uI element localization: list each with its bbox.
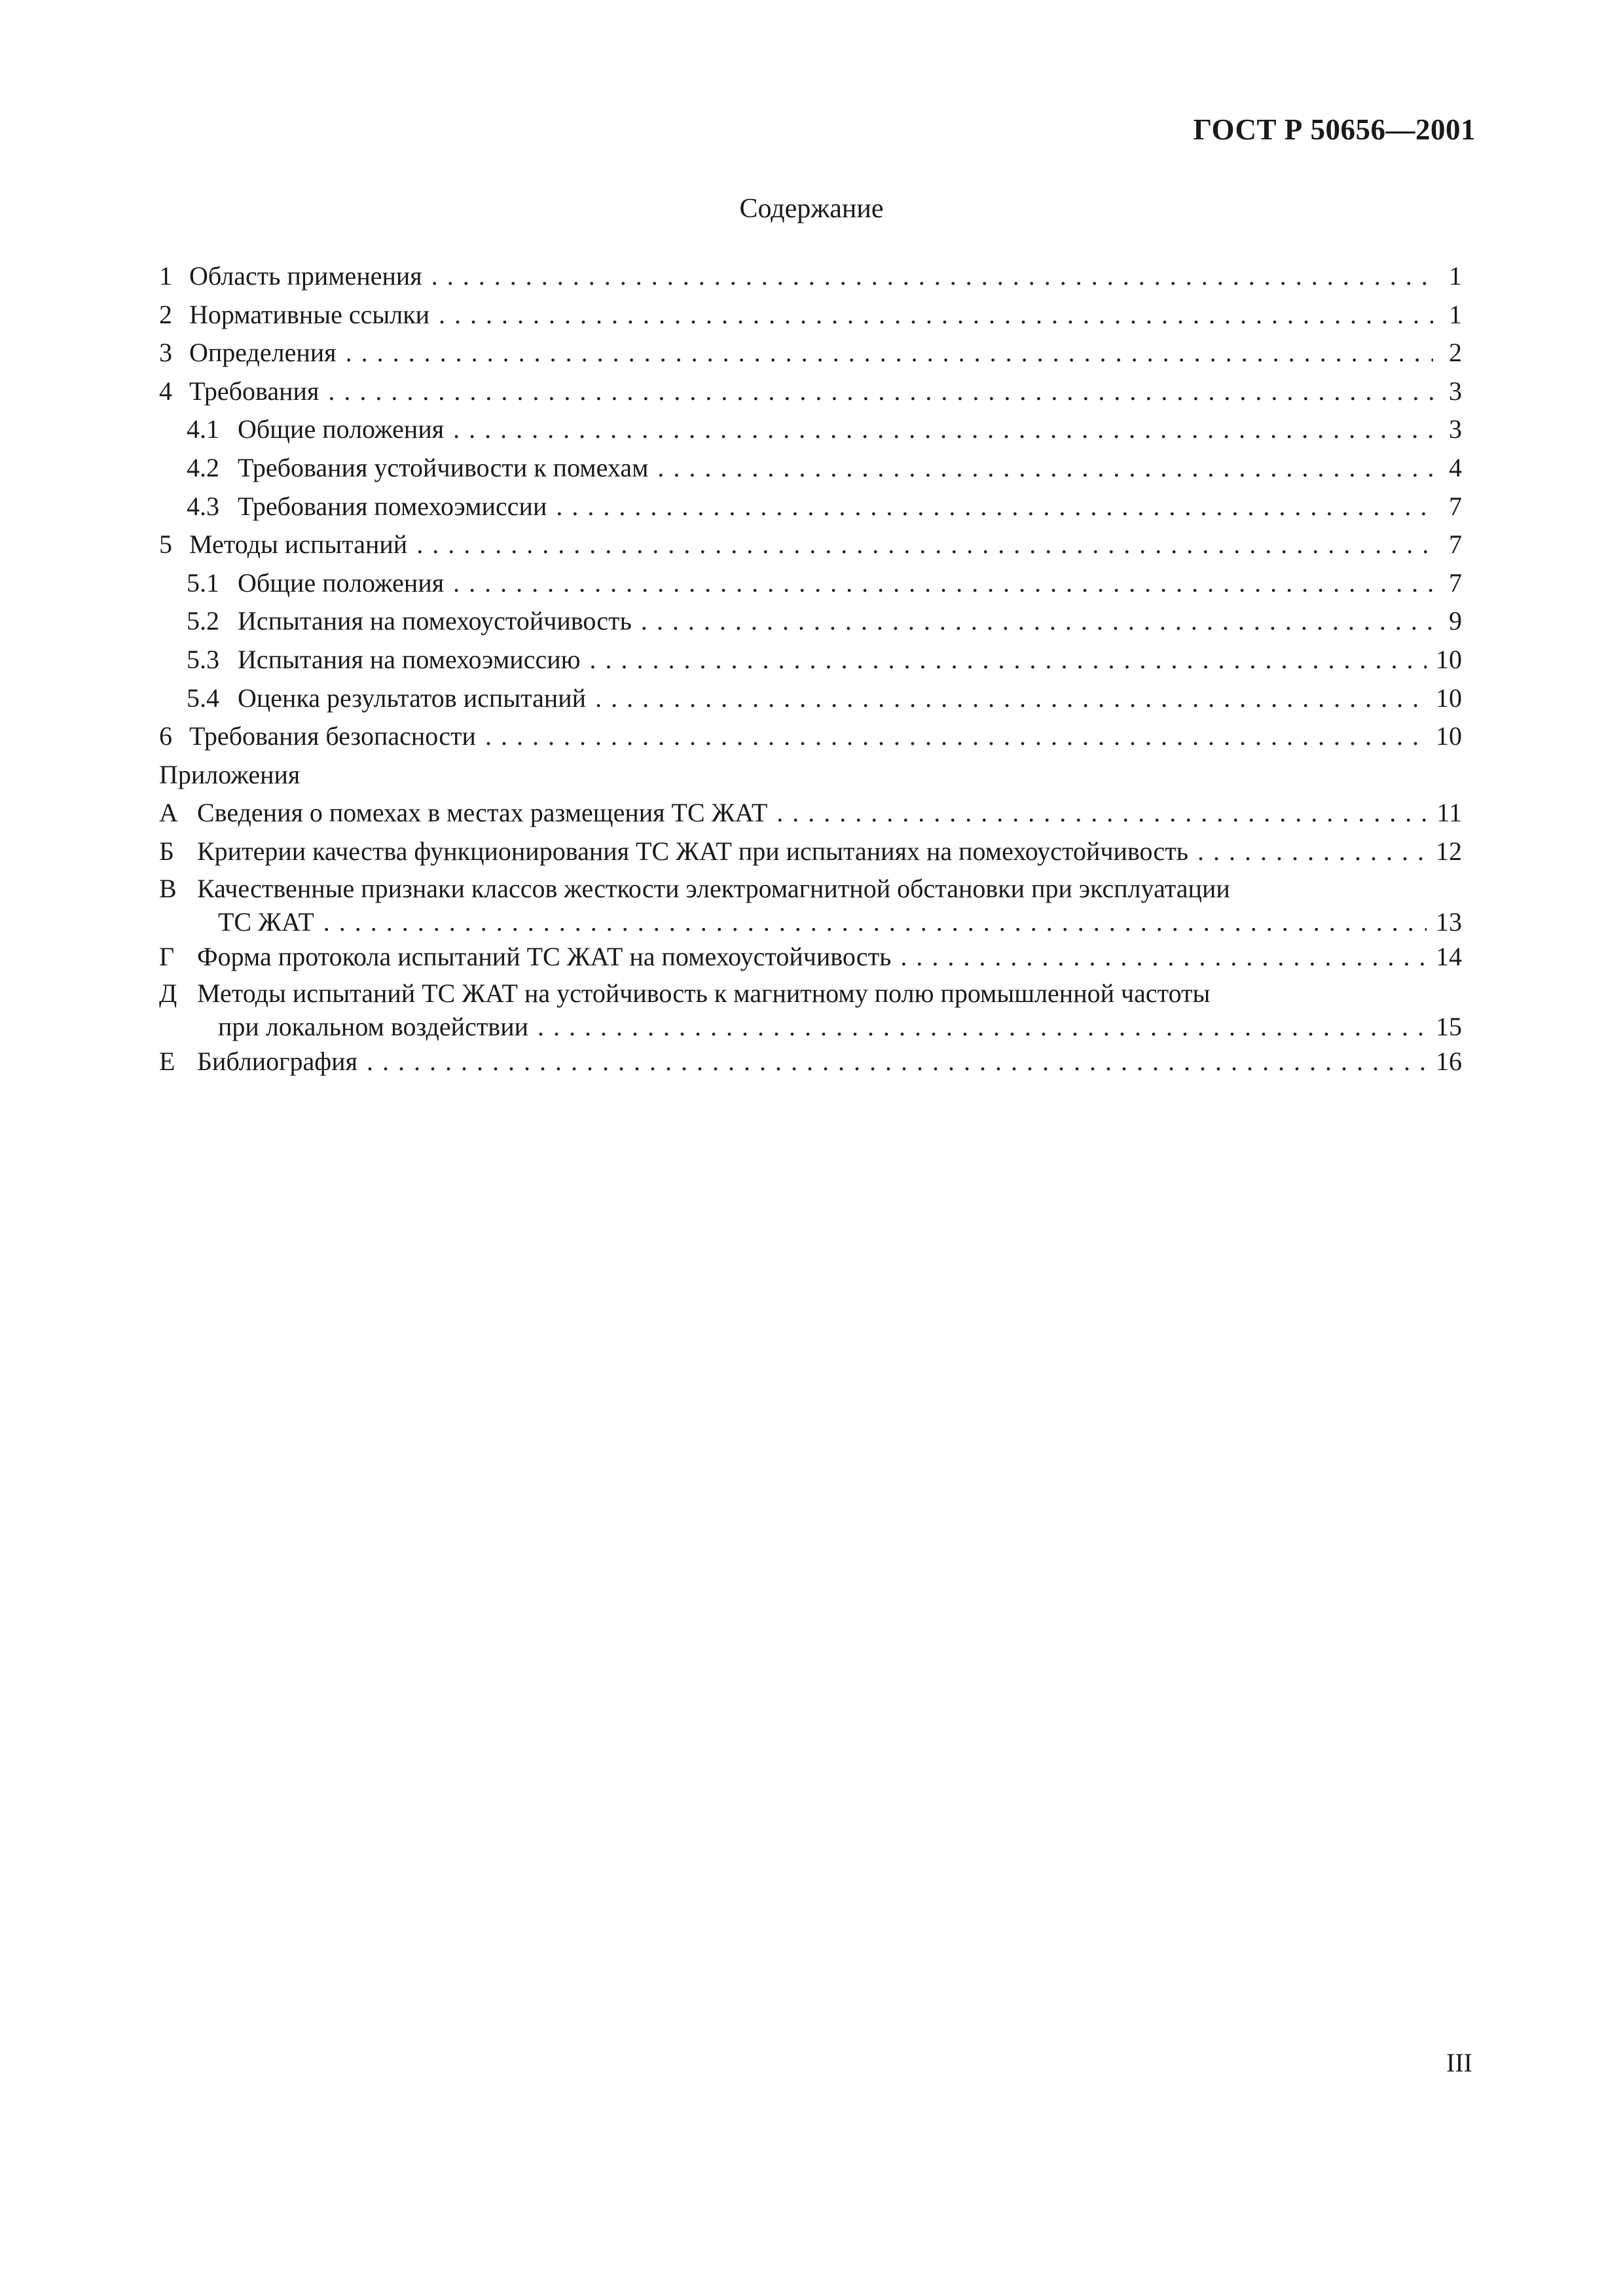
document-code: ГОСТ Р 50656—2001 [1193, 113, 1476, 146]
toc-entry-number: 5.1 [187, 567, 219, 598]
toc-entry-number: 2 [159, 299, 172, 329]
dot-leader [595, 679, 1427, 718]
dot-leader [328, 372, 1433, 411]
appendix-letter: Б [159, 836, 174, 866]
dot-leader [453, 410, 1433, 449]
toc-entry-label: Методы испытаний [189, 529, 408, 560]
page-number: III [1446, 2048, 1472, 2077]
appendix-label: Методы испытаний ТС ЖАТ на устойчивость к магнитному полю промышленной частоты [197, 978, 1211, 1009]
appendix-page: 16 [1436, 1047, 1462, 1077]
toc-entry-number: 4.3 [187, 491, 219, 521]
appendix-letter: А [159, 798, 178, 828]
toc-entry-page: 7 [1449, 529, 1462, 560]
toc-entry-number: 1 [159, 261, 172, 291]
appendix-page: 13 [1436, 906, 1462, 937]
toc-entry-label: Требования безопасности [189, 721, 476, 751]
toc-entry-page: 1 [1449, 261, 1462, 291]
toc-entry-number: 4.2 [187, 452, 219, 482]
toc-entry-label: Определения [189, 338, 337, 368]
toc-subentry[interactable] [159, 679, 1462, 718]
toc-title: Содержание [739, 194, 884, 224]
toc-entry[interactable] [159, 257, 1462, 296]
appendix-page: 11 [1436, 798, 1462, 828]
toc-entry-number: 5.3 [187, 644, 219, 674]
toc-subentry[interactable] [159, 410, 1462, 449]
appendix-page: 14 [1436, 941, 1462, 971]
appendix-letter: Г [159, 941, 175, 971]
appendix-entry[interactable] [159, 794, 1462, 833]
toc-entry-number: 4 [159, 376, 172, 406]
dot-leader [431, 257, 1433, 296]
appendix-label: Библиография [197, 1047, 357, 1077]
appendix-entry[interactable] [159, 833, 1462, 871]
appendices-heading-label: Приложения [159, 759, 301, 789]
toc-subentry[interactable] [159, 641, 1462, 679]
appendix-letter: Д [159, 978, 177, 1009]
toc-entry-page: 2 [1449, 338, 1462, 368]
toc-entry-number: 5.4 [187, 683, 219, 713]
appendix-label: Форма протокола испытаний ТС ЖАТ на помехоустойчивость [197, 941, 892, 971]
dot-leader [1197, 833, 1427, 871]
toc-entry[interactable] [159, 296, 1462, 334]
appendix-letter: Е [159, 1047, 175, 1077]
toc-subentry[interactable] [159, 602, 1462, 641]
toc-entry-number: 3 [159, 338, 172, 368]
toc-entry-page: 1 [1449, 299, 1462, 329]
toc-subentry[interactable] [159, 449, 1462, 488]
appendix-label-continuation: при локальном воздействии [218, 1012, 529, 1042]
toc-entry-page: 3 [1449, 414, 1462, 444]
appendix-label: Качественные признаки классов жесткости электромагнитной обстановки при эксплуатации [197, 873, 1230, 903]
toc-entry[interactable] [159, 372, 1462, 411]
appendix-letter: В [159, 873, 177, 903]
dot-leader [439, 296, 1433, 334]
toc-entry-page: 4 [1449, 452, 1462, 482]
dot-leader [657, 449, 1433, 488]
toc-subentry[interactable] [159, 564, 1462, 603]
appendix-entry[interactable] [159, 1043, 1462, 1081]
appendices-heading [159, 756, 1462, 795]
dot-leader [538, 1011, 1427, 1043]
table-of-contents [159, 257, 1462, 1081]
dot-leader [367, 1043, 1427, 1081]
dot-leader [485, 717, 1427, 756]
toc-entry-number: 6 [159, 721, 172, 751]
toc-entry-page: 10 [1436, 721, 1462, 751]
appendix-label: Критерии качества функционирования ТС ЖАТ при испытаниях на помехоустойчивость [197, 836, 1189, 866]
dot-leader [776, 794, 1427, 833]
toc-entry-page: 7 [1449, 491, 1462, 521]
appendix-entry[interactable] [159, 938, 1462, 977]
toc-entry[interactable] [159, 334, 1462, 372]
toc-entry-number: 5.2 [187, 606, 219, 636]
appendix-label-continuation: ТС ЖАТ [218, 906, 314, 937]
toc-entry-page: 10 [1436, 644, 1462, 674]
dot-leader [453, 564, 1433, 603]
dot-leader [590, 641, 1427, 679]
toc-entry-label: Испытания на помехоэмиссию [238, 644, 581, 674]
toc-entry-page: 7 [1449, 567, 1462, 598]
toc-entry-number: 4.1 [187, 414, 219, 444]
appendix-label: Сведения о помехах в местах размещения ТС ЖАТ [197, 798, 768, 828]
toc-entry[interactable] [159, 526, 1462, 564]
toc-entry-label: Требования устойчивости к помехам [238, 452, 649, 482]
dot-leader [323, 906, 1427, 938]
appendix-page: 15 [1436, 1012, 1462, 1042]
toc-entry-label: Испытания на помехоустойчивость [238, 606, 632, 636]
appendix-entry[interactable] [159, 871, 1462, 906]
toc-entry-number: 5 [159, 529, 172, 560]
toc-entry-label: Оценка результатов испытаний [238, 683, 587, 713]
toc-entry-label: Общие положения [238, 414, 445, 444]
dot-leader [416, 526, 1433, 564]
toc-entry-label: Требования помехоэмиссии [238, 491, 547, 521]
toc-entry-label: Нормативные ссылки [189, 299, 430, 329]
toc-entry-page: 3 [1449, 376, 1462, 406]
toc-entry-page: 9 [1449, 606, 1462, 636]
appendix-entry-continuation[interactable] [159, 906, 1462, 938]
toc-subentry[interactable] [159, 488, 1462, 526]
toc-entry-label: Требования [189, 376, 319, 406]
dot-leader [641, 602, 1433, 641]
toc-entry-label: Область применения [189, 261, 422, 291]
appendix-entry-continuation[interactable] [159, 1011, 1462, 1043]
dot-leader [346, 334, 1433, 372]
dot-leader [556, 488, 1433, 526]
appendix-entry[interactable] [159, 976, 1462, 1011]
toc-entry-page: 10 [1436, 683, 1462, 713]
toc-entry-label: Общие положения [238, 567, 445, 598]
dot-leader [900, 938, 1427, 977]
toc-entry[interactable] [159, 717, 1462, 756]
appendix-page: 12 [1436, 836, 1462, 866]
